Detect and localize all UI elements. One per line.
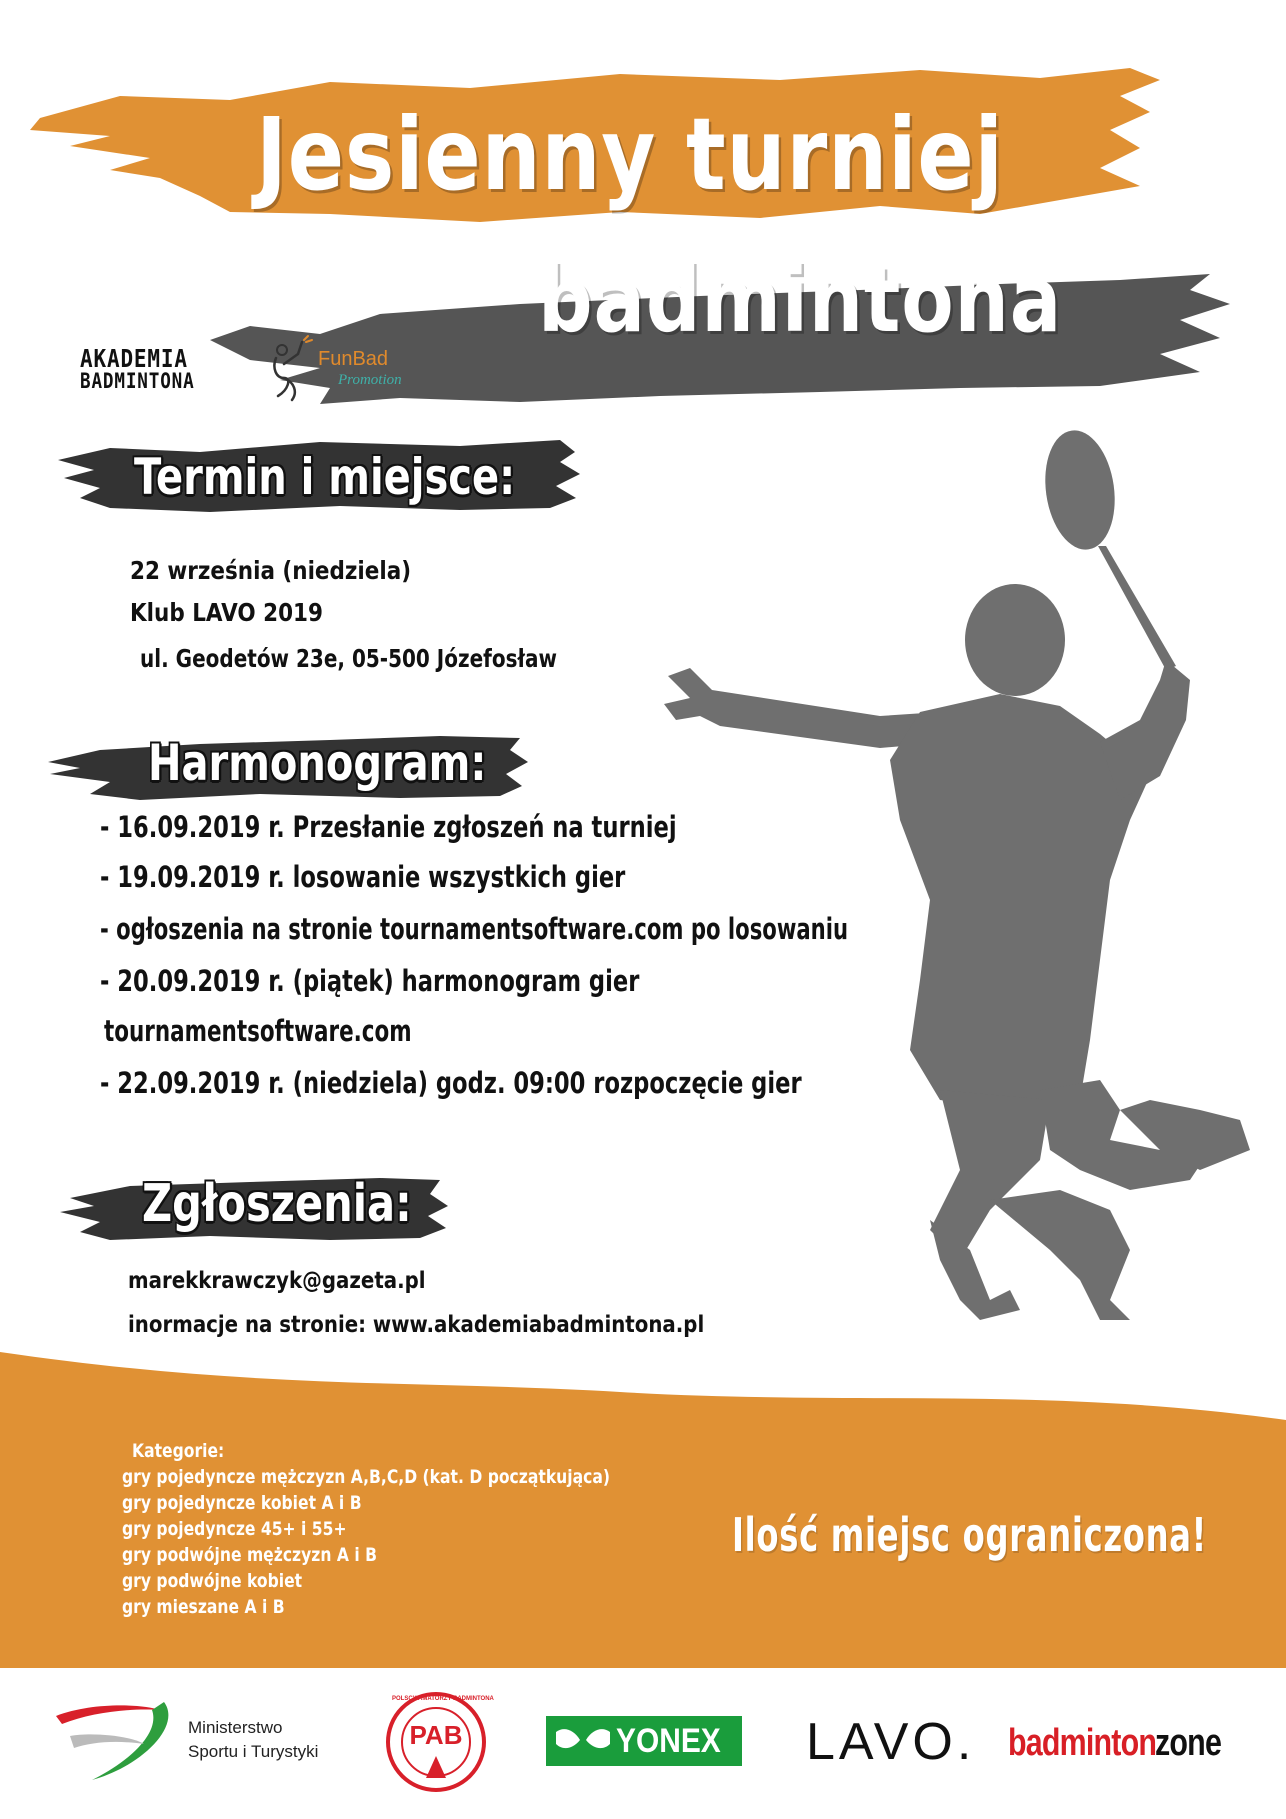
- ministry-logo-line2: Sportu i Turystyki: [188, 1742, 319, 1761]
- zgloszenia-heading: Zgłoszenia:: [142, 1174, 412, 1234]
- zgloszenia-email: marekkrawczyk@gazeta.pl: [128, 1268, 426, 1294]
- pab-logo-ring-text: POLSCY AMATORZY BADMINTONA: [392, 1696, 494, 1702]
- termin-heading: Termin i miejsce:: [134, 448, 516, 506]
- termin-club: Klub LAVO 2019: [130, 598, 323, 627]
- badmintonzone-logo-part1: badminton: [1008, 1722, 1157, 1764]
- kategorie-line-5: gry podwójne kobiet: [122, 1570, 303, 1592]
- ministry-logo-line1: Ministerstwo: [188, 1718, 283, 1737]
- kategorie-heading: Kategorie:: [132, 1440, 225, 1462]
- badmintonzone-logo-part2: zone: [1155, 1722, 1222, 1764]
- kategorie-line-4: gry podwójne mężczyzn A i B: [122, 1544, 377, 1566]
- title-line-2: badmintona: [538, 246, 1063, 353]
- funbad-logo: [258, 334, 418, 404]
- pab-logo: [384, 1690, 494, 1794]
- funbad-logo-line2: Promotion: [338, 372, 402, 388]
- akademia-logo-line1: AKADEMIA: [80, 344, 188, 373]
- lavo-logo-text: LAVO.: [806, 1713, 976, 1771]
- title-line-1: Jesienny turniej: [256, 96, 1004, 213]
- player-silhouette: [664, 426, 1250, 1320]
- termin-address: ul. Geodetów 23e, 05-500 Józefosław: [140, 644, 557, 673]
- yonex-mark-icon: [550, 1716, 616, 1766]
- kategorie-line-3: gry pojedyncze 45+ i 55+: [122, 1518, 347, 1540]
- kategorie-line-1: gry pojedyncze mężczyzn A,B,C,D (kat. D początkująca): [122, 1466, 611, 1488]
- kategorie-line-6: gry mieszane A i B: [122, 1596, 285, 1618]
- ministry-logo: [52, 1696, 372, 1786]
- funbad-logo-line1: FunBad: [318, 348, 389, 370]
- termin-date: 22 września (niedziela): [130, 556, 412, 585]
- lavo-logo: [806, 1712, 976, 1772]
- harmonogram-line-4: - 20.09.2019 r. (piątek) harmonogram gier: [100, 964, 640, 998]
- ministry-swoosh-icon: [52, 1696, 172, 1786]
- harmonogram-line-1: - 16.09.2019 r. Przesłanie zgłoszeń na turniej: [100, 810, 677, 844]
- harmonogram-line-2: - 19.09.2019 r. losowanie wszystkich gier: [100, 860, 626, 894]
- harmonogram-line-5: tournamentsoftware.com: [104, 1014, 412, 1048]
- akademia-logo: [80, 344, 216, 393]
- harmonogram-line-3: - ogłoszenia na stronie tournamentsoftware.com po losowaniu: [100, 912, 849, 946]
- zgloszenia-website: inormacje na stronie: www.akademiabadmintona.pl: [128, 1312, 705, 1338]
- badmintonzone-logo: [1008, 1722, 1238, 1765]
- pab-logo-letters: PAB: [409, 1720, 463, 1750]
- yonex-logo: [546, 1716, 742, 1766]
- harmonogram-line-6: - 22.09.2019 r. (niedziela) godz. 09:00 rozpoczęcie gier: [100, 1066, 802, 1100]
- limited-spots-text: Ilość miejsc ograniczona!: [732, 1508, 1208, 1562]
- kategorie-line-2: gry pojedyncze kobiet A i B: [122, 1492, 362, 1514]
- akademia-logo-line2: BADMINTONA: [80, 369, 195, 393]
- yonex-logo-text: YONEX: [616, 1722, 721, 1760]
- funbad-player-icon: [258, 334, 318, 404]
- harmonogram-heading: Harmonogram:: [148, 734, 487, 792]
